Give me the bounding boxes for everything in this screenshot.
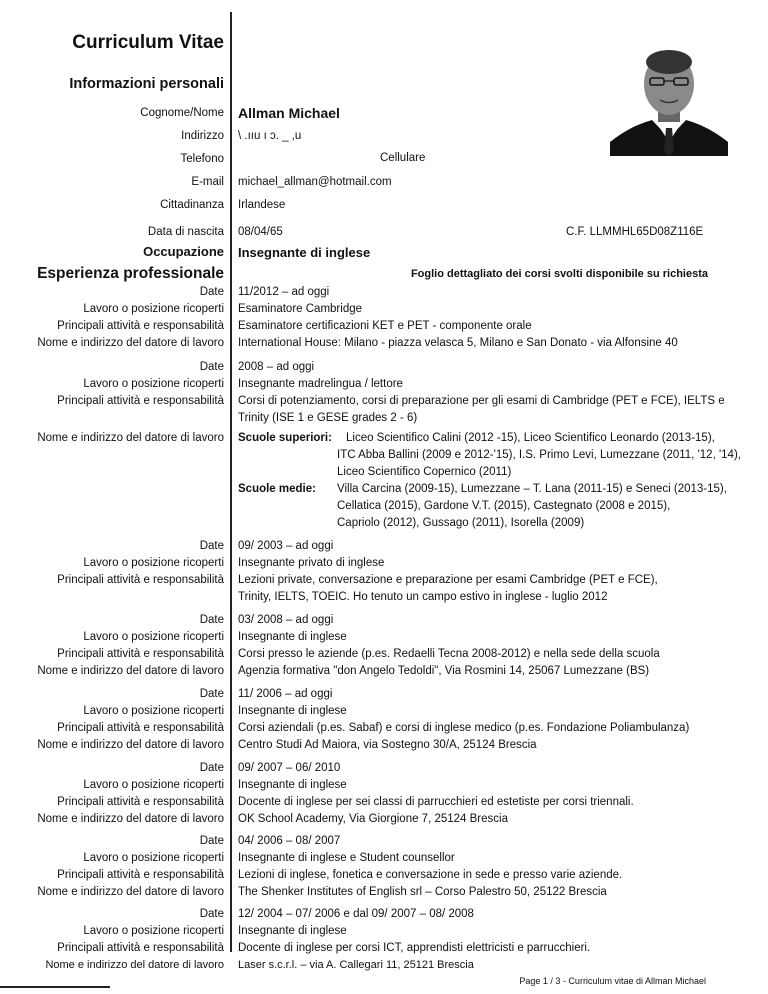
entry-2-sup-label: Scuole superiori:	[238, 432, 332, 444]
entry-5-employer-label: Nome e indirizzo del datore di lavoro	[37, 739, 224, 751]
tax-code: C.F. LLMMHL65D08Z116E	[566, 226, 704, 238]
entry-8-role-label: Lavoro o posizione ricoperti	[83, 925, 224, 937]
entry-7-date-label: Date	[199, 835, 224, 847]
entry-3-date-label: Date	[199, 540, 224, 552]
entry-1-date: 11/2012 – ad oggi	[238, 286, 330, 298]
entry-7-role-label: Lavoro o posizione ricoperti	[83, 852, 224, 864]
phone-label: Telefono	[180, 153, 224, 165]
entry-6-role: Insegnante di inglese	[238, 779, 347, 791]
entry-2-role: Insegnante madrelingua / lettore	[238, 378, 403, 390]
entry-4-date: 03/ 2008 – ad oggi	[238, 614, 334, 626]
page-footer: Page 1 / 3 - Curriculum vitae di Allman Michael	[519, 976, 706, 986]
occupation-value: Insegnante di inglese	[238, 245, 371, 260]
entry-2-activities-1: Corsi di potenziamento, corsi di preparazione per gli esami di Cambridge (PET e FCE), IELTS e	[238, 395, 725, 407]
entry-1-role-label: Lavoro o posizione ricoperti	[83, 303, 224, 315]
entry-8-activities: Docente di inglese per corsi ICT, apprendisti elettricisti e parrucchieri.	[238, 942, 591, 954]
entry-2-activities-2: Trinity (ISE 1 e GESE grades 2 - 6)	[238, 412, 418, 424]
entry-5-activities: Corsi aziendali (p.es. Sabaf) e corsi di inglese medico (p.es. Fondazione Poliambulanza)	[238, 722, 690, 734]
entry-7-employer: The Shenker Institutes of English srl – Corso Palestro 50, 25122 Brescia	[238, 886, 607, 898]
document-title: Curriculum Vitae	[72, 32, 224, 53]
entry-4-role-label: Lavoro o posizione ricoperti	[83, 631, 224, 643]
entry-1-employer: International House: Milano - piazza velasca 5, Milano e San Donato - via Alfonsine 40	[238, 337, 678, 349]
entry-5-role: Insegnante di inglese	[238, 705, 347, 717]
column-divider	[230, 12, 232, 952]
entry-6-role-label: Lavoro o posizione ricoperti	[83, 779, 224, 791]
entry-2-role-label: Lavoro o posizione ricoperti	[83, 378, 224, 390]
entry-2-date-label: Date	[199, 361, 224, 373]
entry-2-sup-1: Liceo Scientifico Calini (2012 -15), Liceo Scientifico Leonardo (2013-15),	[346, 432, 715, 444]
entry-4-date-label: Date	[199, 614, 224, 626]
entry-4-activities: Corsi presso le aziende (p.es. Redaelli Tecna 2008-2012) e nella sede della scuola	[238, 648, 660, 660]
entry-6-date-label: Date	[199, 762, 224, 774]
profile-photo	[610, 42, 728, 156]
entry-4-employer-label: Nome e indirizzo del datore di lavoro	[37, 665, 224, 677]
entry-8-date: 12/ 2004 – 07/ 2006 e dal 09/ 2007 – 08/ 2008	[238, 908, 474, 920]
entry-6-date: 09/ 2007 – 06/ 2010	[238, 762, 341, 774]
address-value: \ .ııu ı ɔ. _ ,u	[238, 130, 302, 142]
entry-5-role-label: Lavoro o posizione ricoperti	[83, 705, 224, 717]
entry-8-employer-label: Nome e indirizzo del datore di lavoro	[45, 959, 224, 971]
birth-label: Data di nascita	[147, 226, 224, 238]
entry-2-med-1: Villa Carcina (2009-15), Lumezzane – T. Lana (2011-15) e Seneci (2013-15),	[337, 483, 727, 495]
entry-3-role-label: Lavoro o posizione ricoperti	[83, 557, 224, 569]
scan-edge-line	[0, 986, 110, 988]
entry-2-activities-label: Principali attività e responsabilità	[57, 395, 224, 407]
entry-2-med-label: Scuole medie:	[238, 483, 316, 495]
entry-2-date: 2008 – ad oggi	[238, 361, 315, 373]
occupation-label: Occupazione	[143, 244, 224, 259]
entry-3-date: 09/ 2003 – ad oggi	[238, 540, 334, 552]
section-personal-info: Informazioni personali	[69, 76, 224, 92]
entry-2-sup-3: Liceo Scientifico Copernico (2011)	[337, 466, 512, 478]
entry-3-activities-label: Principali attività e responsabilità	[57, 574, 224, 586]
section-experience: Esperienza professionale	[37, 265, 224, 282]
entry-4-activities-label: Principali attività e responsabilità	[57, 648, 224, 660]
entry-6-activities-label: Principali attività e responsabilità	[57, 796, 224, 808]
name-value: Allman Michael	[238, 105, 340, 121]
entry-1-role: Esaminatore Cambridge	[238, 303, 363, 315]
birth-value: 08/04/65	[238, 226, 283, 238]
entry-8-employer: Laser s.c.r.l. – via A. Callegari 11, 25121 Brescia	[238, 959, 474, 971]
email-label: E-mail	[191, 176, 224, 188]
entry-1-activities-label: Principali attività e responsabilità	[57, 320, 224, 332]
entry-5-employer: Centro Studi Ad Maiora, via Sostegno 30/A, 25124 Brescia	[238, 739, 537, 751]
email-value: michael_allman@hotmail.com	[238, 176, 392, 188]
name-label: Cognome/Nome	[140, 107, 224, 119]
courses-note: Foglio dettagliato dei corsi svolti disponibile su richiesta	[410, 268, 708, 280]
entry-1-activities: Esaminatore certificazioni KET e PET - componente orale	[238, 320, 532, 332]
entry-1-employer-label: Nome e indirizzo del datore di lavoro	[37, 337, 224, 349]
entry-5-date-label: Date	[199, 688, 224, 700]
entry-7-employer-label: Nome e indirizzo del datore di lavoro	[37, 886, 224, 898]
entry-7-role: Insegnante di inglese e Student counsellor	[238, 852, 455, 864]
entry-1-date-label: Date	[199, 286, 224, 298]
entry-3-activities-1: Lezioni private, conversazione e preparazione per esami Cambridge (PET e FCE),	[238, 574, 658, 586]
entry-2-med-3: Capriolo (2012), Gussago (2011), Isorella (2009)	[337, 517, 585, 529]
entry-7-activities: Lezioni di inglese, fonetica e conversazione in sede e presso varie aziende.	[238, 869, 623, 881]
entry-8-role: Insegnante di inglese	[238, 925, 347, 937]
citizenship-value: Irlandese	[238, 199, 286, 211]
entry-6-employer-label: Nome e indirizzo del datore di lavoro	[37, 813, 224, 825]
entry-2-employer-label: Nome e indirizzo del datore di lavoro	[37, 432, 224, 444]
entry-7-activities-label: Principali attività e responsabilità	[57, 869, 224, 881]
entry-7-date: 04/ 2006 – 08/ 2007	[238, 835, 341, 847]
entry-3-role: Insegnante privato di inglese	[238, 557, 385, 569]
citizenship-label: Cittadinanza	[160, 199, 224, 211]
entry-2-sup-2: ITC Abba Ballini (2009 e 2012-'15), I.S. Primo Levi, Lumezzane (2011, '12, '14),	[337, 449, 741, 461]
entry-5-date: 11/ 2006 – ad oggi	[238, 688, 333, 700]
entry-6-activities: Docente di inglese per sei classi di parrucchieri ed estetiste per corsi triennali.	[238, 796, 634, 808]
entry-2-med-2: Cellatica (2015), Gardone V.T. (2015), Castegnato (2008 e 2015),	[337, 500, 671, 512]
entry-5-activities-label: Principali attività e responsabilità	[57, 722, 224, 734]
entry-6-employer: OK School Academy, Via Giorgione 7, 25124 Brescia	[238, 813, 508, 825]
address-label: Indirizzo	[181, 130, 224, 142]
mobile-label: Cellulare	[380, 152, 426, 164]
entry-3-activities-2: Trinity, IELTS, TOEIC. Ho tenuto un campo estivo in inglese - luglio 2012	[238, 591, 608, 603]
entry-4-employer: Agenzia formativa "don Angelo Tedoldi", Via Rosmini 14, 25067 Lumezzane (BS)	[238, 665, 650, 677]
entry-8-activities-label: Principali attività e responsabilità	[57, 942, 224, 954]
entry-8-date-label: Date	[199, 908, 224, 920]
entry-4-role: Insegnante di inglese	[238, 631, 347, 643]
